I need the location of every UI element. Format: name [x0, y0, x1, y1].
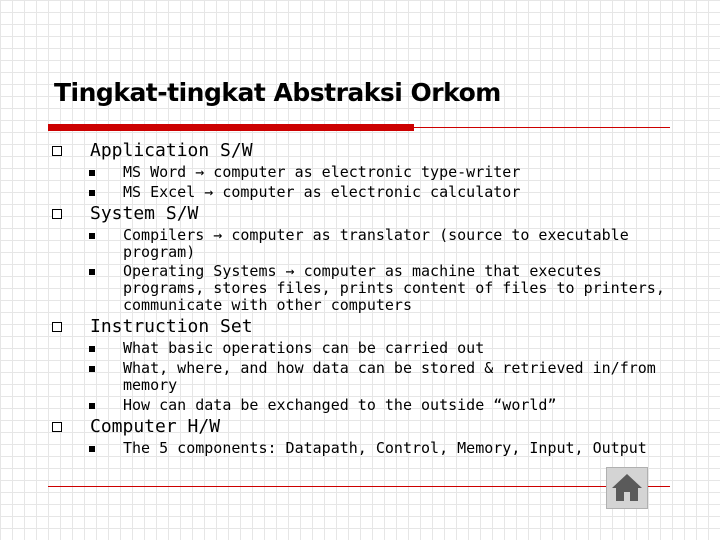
- hollow-square-bullet-icon: [52, 422, 62, 432]
- title-underline-thin: [414, 127, 670, 128]
- filled-square-bullet-icon: [89, 190, 95, 196]
- hollow-square-bullet-icon: [52, 146, 62, 156]
- item-line: What, where, and how data can be stored & retrieved in/from: [123, 359, 656, 377]
- section-heading: Application S/W: [90, 140, 253, 161]
- section-heading: System S/W: [90, 203, 199, 224]
- item-line: How can data be exchanged to the outside “world”: [123, 396, 557, 414]
- home-icon: [607, 468, 647, 508]
- item-line: memory: [123, 376, 178, 394]
- footer-rule: [48, 486, 670, 487]
- filled-square-bullet-icon: [89, 446, 95, 452]
- section-heading: Computer H/W: [90, 416, 221, 437]
- item-line: program): [123, 243, 196, 261]
- filled-square-bullet-icon: [89, 269, 95, 275]
- filled-square-bullet-icon: [89, 346, 95, 352]
- filled-square-bullet-icon: [89, 403, 95, 409]
- filled-square-bullet-icon: [89, 366, 95, 372]
- section-heading: Instruction Set: [90, 316, 253, 337]
- item-line: What basic operations can be carried out: [123, 339, 485, 357]
- hollow-square-bullet-icon: [52, 209, 62, 219]
- filled-square-bullet-icon: [89, 233, 95, 239]
- item-line: programs, stores files, prints content of files to printers,: [123, 279, 665, 297]
- slide-title: Tingkat-tingkat Abstraksi Orkom: [54, 78, 501, 107]
- filled-square-bullet-icon: [89, 170, 95, 176]
- item-line: Operating Systems → computer as machine that executes: [123, 262, 602, 280]
- home-button[interactable]: [606, 467, 648, 509]
- item-line: Compilers → computer as translator (source to executable: [123, 226, 629, 244]
- item-line: MS Word → computer as electronic type-writer: [123, 163, 521, 181]
- item-line: The 5 components: Datapath, Control, Memory, Input, Output: [123, 439, 647, 457]
- title-underline: [48, 124, 414, 131]
- item-line: MS Excel → computer as electronic calculator: [123, 183, 521, 201]
- hollow-square-bullet-icon: [52, 322, 62, 332]
- item-line: communicate with other computers: [123, 296, 412, 314]
